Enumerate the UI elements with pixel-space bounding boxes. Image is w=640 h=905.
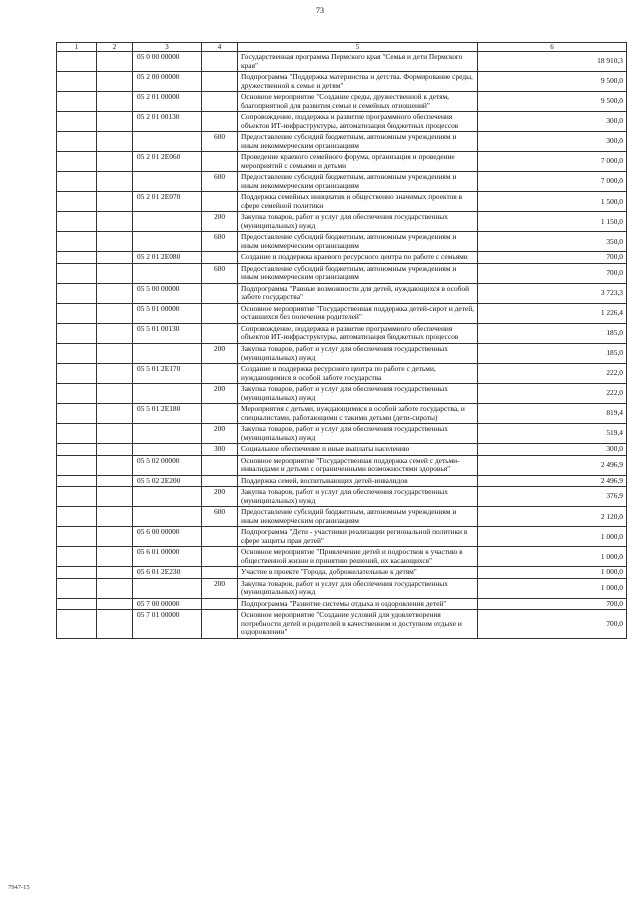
cell-expense-type: 200 <box>202 344 238 364</box>
cell-description: Предоставление субсидий бюджетным, автономным учреждениям и иным некоммерческим организациям <box>238 172 478 192</box>
cell-expense-type <box>202 364 238 384</box>
cell-amount: 700,0 <box>478 252 627 264</box>
table-row <box>57 527 627 547</box>
cell-description: Предоставление субсидий бюджетным, автономным учреждениям и иным некоммерческим организациям <box>238 263 478 283</box>
cell-amount: 819,4 <box>478 404 627 424</box>
cell-col-2 <box>97 283 133 303</box>
cell-col-2 <box>97 212 133 232</box>
cell-col-1 <box>57 303 97 323</box>
cell-description: Закупка товаров, работ и услуг для обеспечения государственных (муниципальных) нужд <box>238 344 478 364</box>
cell-col-2 <box>97 72 133 92</box>
table-row <box>57 364 627 384</box>
cell-description: Подпрограмма "Равные возможности для детей, нуждающихся в особой заботе государства" <box>238 283 478 303</box>
cell-expense-type <box>202 567 238 579</box>
cell-col-1 <box>57 527 97 547</box>
header-col-3: 3 <box>133 43 202 52</box>
cell-col-2 <box>97 547 133 567</box>
cell-code <box>133 232 202 252</box>
cell-expense-type <box>202 547 238 567</box>
header-col-6: 6 <box>478 43 627 52</box>
cell-expense-type <box>202 112 238 132</box>
table-row <box>57 212 627 232</box>
cell-expense-type <box>202 52 238 72</box>
cell-code: 05 2 01 00000 <box>133 92 202 112</box>
cell-code: 05 7 00 00000 <box>133 598 202 610</box>
cell-amount: 1 226,4 <box>478 303 627 323</box>
table-row <box>57 323 627 343</box>
cell-amount: 7 000,0 <box>478 152 627 172</box>
cell-col-1 <box>57 323 97 343</box>
cell-col-2 <box>97 263 133 283</box>
cell-col-2 <box>97 52 133 72</box>
cell-col-1 <box>57 475 97 487</box>
cell-code <box>133 132 202 152</box>
cell-expense-type: 300 <box>202 444 238 456</box>
cell-amount: 1 150,0 <box>478 212 627 232</box>
cell-col-1 <box>57 252 97 264</box>
cell-code: 05 2 00 00000 <box>133 72 202 92</box>
cell-code <box>133 424 202 444</box>
table-row <box>57 384 627 404</box>
cell-amount: 2 496,9 <box>478 455 627 475</box>
cell-code <box>133 444 202 456</box>
cell-col-1 <box>57 212 97 232</box>
table-row <box>57 424 627 444</box>
header-col-4: 4 <box>202 43 238 52</box>
cell-col-2 <box>97 344 133 364</box>
cell-col-1 <box>57 547 97 567</box>
cell-description: Основное мероприятие "Создание условий для удовлетворения потребности детей и родителей в качественном и доступном отдыхе и оздоровлении" <box>238 610 478 639</box>
cell-col-1 <box>57 112 97 132</box>
cell-amount: 350,0 <box>478 232 627 252</box>
cell-expense-type: 200 <box>202 424 238 444</box>
cell-description: Закупка товаров, работ и услуг для обеспечения государственных (муниципальных) нужд <box>238 578 478 598</box>
cell-expense-type <box>202 323 238 343</box>
cell-col-2 <box>97 132 133 152</box>
cell-amount: 2 120,0 <box>478 507 627 527</box>
table-row <box>57 444 627 456</box>
cell-code <box>133 263 202 283</box>
budget-table-body <box>57 43 627 639</box>
table-row <box>57 132 627 152</box>
table-row <box>57 344 627 364</box>
cell-col-1 <box>57 384 97 404</box>
cell-description: Основное мероприятие "Создание среды, дружественной к детям, благоприятной для развития семьи и семейных отношений" <box>238 92 478 112</box>
cell-amount: 185,0 <box>478 344 627 364</box>
table-row <box>57 487 627 507</box>
cell-col-2 <box>97 152 133 172</box>
cell-expense-type: 600 <box>202 172 238 192</box>
table-row <box>57 72 627 92</box>
cell-code: 05 2 01 2E070 <box>133 192 202 212</box>
cell-amount: 9 500,0 <box>478 72 627 92</box>
cell-amount: 300,0 <box>478 444 627 456</box>
cell-col-2 <box>97 192 133 212</box>
cell-col-2 <box>97 475 133 487</box>
cell-code: 05 5 01 00130 <box>133 323 202 343</box>
table-row <box>57 252 627 264</box>
cell-description: Социальное обеспечение и иные выплаты населению <box>238 444 478 456</box>
table-row <box>57 112 627 132</box>
cell-description: Основное мероприятие "Государственная поддержка семей с детьми-инвалидами и детьми с ограниченными возможностями здоровья" <box>238 455 478 475</box>
cell-code: 05 6 01 2E230 <box>133 567 202 579</box>
cell-code: 05 5 02 00000 <box>133 455 202 475</box>
cell-amount: 18 910,3 <box>478 52 627 72</box>
table-row <box>57 52 627 72</box>
budget-table <box>56 42 627 639</box>
cell-col-1 <box>57 507 97 527</box>
table-row <box>57 172 627 192</box>
cell-expense-type <box>202 455 238 475</box>
cell-col-2 <box>97 303 133 323</box>
cell-description: Подпрограмма "Развитие системы отдыха и оздоровления детей" <box>238 598 478 610</box>
cell-description: Сопровождение, поддержка и развитие программного обеспечения объектов ИТ-инфраструктуры, автоматизация бюджетных процессов <box>238 112 478 132</box>
table-row <box>57 404 627 424</box>
table-row <box>57 152 627 172</box>
cell-expense-type: 600 <box>202 507 238 527</box>
cell-expense-type <box>202 72 238 92</box>
cell-col-1 <box>57 92 97 112</box>
cell-col-1 <box>57 192 97 212</box>
cell-expense-type <box>202 610 238 639</box>
table-row <box>57 283 627 303</box>
cell-expense-type: 600 <box>202 232 238 252</box>
cell-expense-type <box>202 252 238 264</box>
cell-col-1 <box>57 52 97 72</box>
cell-code <box>133 487 202 507</box>
page-number: 73 <box>316 6 324 15</box>
cell-col-1 <box>57 344 97 364</box>
cell-code <box>133 344 202 364</box>
cell-amount: 700,0 <box>478 610 627 639</box>
cell-description: Государственная программа Пермского края "Семья и дети Пермского края" <box>238 52 478 72</box>
cell-col-1 <box>57 578 97 598</box>
table-row <box>57 92 627 112</box>
cell-amount: 222,0 <box>478 384 627 404</box>
cell-expense-type: 200 <box>202 212 238 232</box>
table-row <box>57 547 627 567</box>
cell-expense-type <box>202 92 238 112</box>
cell-description: Закупка товаров, работ и услуг для обеспечения государственных (муниципальных) нужд <box>238 212 478 232</box>
cell-col-1 <box>57 364 97 384</box>
cell-expense-type <box>202 192 238 212</box>
cell-expense-type <box>202 404 238 424</box>
cell-amount: 1 000,0 <box>478 527 627 547</box>
cell-col-2 <box>97 252 133 264</box>
footer-doc-code: 7947-15 <box>8 884 30 891</box>
cell-code <box>133 507 202 527</box>
cell-code: 05 5 01 2E170 <box>133 364 202 384</box>
table-row <box>57 567 627 579</box>
cell-amount: 2 496,9 <box>478 475 627 487</box>
cell-col-2 <box>97 567 133 579</box>
cell-col-2 <box>97 610 133 639</box>
table-row <box>57 610 627 639</box>
header-col-1: 1 <box>57 43 97 52</box>
cell-expense-type <box>202 283 238 303</box>
cell-expense-type <box>202 303 238 323</box>
cell-description: Подпрограмма "Поддержка материнства и детства. Формирование среды, дружественной к семье и детям" <box>238 72 478 92</box>
cell-amount: 1 000,0 <box>478 567 627 579</box>
cell-col-1 <box>57 232 97 252</box>
cell-description: Закупка товаров, работ и услуг для обеспечения государственных (муниципальных) нужд <box>238 384 478 404</box>
cell-col-2 <box>97 444 133 456</box>
cell-amount: 376,9 <box>478 487 627 507</box>
cell-code: 05 5 01 2E180 <box>133 404 202 424</box>
cell-col-1 <box>57 152 97 172</box>
cell-code <box>133 212 202 232</box>
cell-col-1 <box>57 487 97 507</box>
cell-expense-type <box>202 527 238 547</box>
cell-description: Поддержка семейных инициатив и общественно значимых проектов в сфере семейной политики <box>238 192 478 212</box>
cell-expense-type <box>202 152 238 172</box>
cell-col-2 <box>97 487 133 507</box>
cell-description: Создание и поддержка краевого ресурсного центра по работе с семьями <box>238 252 478 264</box>
cell-col-2 <box>97 112 133 132</box>
cell-col-1 <box>57 132 97 152</box>
cell-code: 05 5 01 00000 <box>133 303 202 323</box>
table-row <box>57 475 627 487</box>
cell-amount: 1 500,0 <box>478 192 627 212</box>
cell-col-1 <box>57 598 97 610</box>
cell-description: Предоставление субсидий бюджетным, автономным учреждениям и иным некоммерческим организациям <box>238 232 478 252</box>
cell-description: Основное мероприятие "Привлечение детей и подростков к участию в общественной жизни и принятию решений, их касающихся" <box>238 547 478 567</box>
cell-expense-type: 200 <box>202 487 238 507</box>
cell-amount: 222,0 <box>478 364 627 384</box>
cell-expense-type <box>202 598 238 610</box>
cell-description: Проведение краевого семейного форума, организация и проведение мероприятий с семьями и детьми <box>238 152 478 172</box>
cell-amount: 1 000,0 <box>478 578 627 598</box>
cell-amount: 3 723,3 <box>478 283 627 303</box>
cell-amount: 300,0 <box>478 132 627 152</box>
cell-col-1 <box>57 610 97 639</box>
cell-col-2 <box>97 323 133 343</box>
cell-code <box>133 578 202 598</box>
cell-code: 05 0 00 00000 <box>133 52 202 72</box>
cell-col-2 <box>97 507 133 527</box>
cell-description: Поддержка семей, воспитывающих детей-инвалидов <box>238 475 478 487</box>
cell-col-2 <box>97 527 133 547</box>
cell-code: 05 5 00 00000 <box>133 283 202 303</box>
cell-col-2 <box>97 424 133 444</box>
cell-description: Основное мероприятие "Государственная поддержка детей-сирот и детей, оставшихся без попечения родителей" <box>238 303 478 323</box>
cell-col-2 <box>97 598 133 610</box>
cell-amount: 300,0 <box>478 112 627 132</box>
cell-amount: 9 500,0 <box>478 92 627 112</box>
cell-expense-type: 600 <box>202 132 238 152</box>
cell-col-2 <box>97 404 133 424</box>
table-row <box>57 598 627 610</box>
cell-code: 05 7 01 00000 <box>133 610 202 639</box>
cell-amount: 519,4 <box>478 424 627 444</box>
cell-description: Закупка товаров, работ и услуг для обеспечения государственных (муниципальных) нужд <box>238 487 478 507</box>
cell-description: Предоставление субсидий бюджетным, автономным учреждениям и иным некоммерческим организациям <box>238 507 478 527</box>
cell-col-1 <box>57 283 97 303</box>
cell-code: 05 5 02 2E200 <box>133 475 202 487</box>
cell-col-2 <box>97 92 133 112</box>
cell-code: 05 2 01 2E060 <box>133 152 202 172</box>
cell-col-2 <box>97 455 133 475</box>
cell-code <box>133 384 202 404</box>
cell-col-1 <box>57 444 97 456</box>
cell-expense-type: 600 <box>202 263 238 283</box>
cell-description: Мероприятия с детьми, нуждающимися в особой заботе государства, и специалистами, работающими с такими детьми (дети-сироты) <box>238 404 478 424</box>
cell-amount: 7 000,0 <box>478 172 627 192</box>
cell-description: Предоставление субсидий бюджетным, автономным учреждениям и иным некоммерческим организациям <box>238 132 478 152</box>
table-row <box>57 578 627 598</box>
cell-col-2 <box>97 172 133 192</box>
cell-col-1 <box>57 567 97 579</box>
cell-code <box>133 172 202 192</box>
table-row <box>57 455 627 475</box>
table-row <box>57 192 627 212</box>
cell-col-1 <box>57 424 97 444</box>
cell-description: Сопровождение, поддержка и развитие программного обеспечения объектов ИТ-инфраструктуры, автоматизация бюджетных процессов <box>238 323 478 343</box>
table-row <box>57 263 627 283</box>
cell-code: 05 2 01 2E080 <box>133 252 202 264</box>
cell-amount: 700,0 <box>478 598 627 610</box>
table-row <box>57 507 627 527</box>
table-header-row <box>57 43 627 52</box>
cell-col-2 <box>97 384 133 404</box>
cell-col-1 <box>57 72 97 92</box>
cell-amount: 1 000,0 <box>478 547 627 567</box>
table-row <box>57 232 627 252</box>
cell-description: Подпрограмма "Дети - участники реализации региональной политики в сфере защиты прав детей" <box>238 527 478 547</box>
cell-col-2 <box>97 232 133 252</box>
cell-amount: 185,0 <box>478 323 627 343</box>
cell-col-1 <box>57 172 97 192</box>
cell-col-2 <box>97 364 133 384</box>
cell-description: Создание и поддержка ресурсного центра по работе с детьми, нуждающимися в особой заботе государства <box>238 364 478 384</box>
cell-description: Участие в проекте "Города, доброжелательные к детям" <box>238 567 478 579</box>
header-col-2: 2 <box>97 43 133 52</box>
cell-col-1 <box>57 263 97 283</box>
cell-col-1 <box>57 404 97 424</box>
cell-col-2 <box>97 578 133 598</box>
cell-expense-type: 200 <box>202 578 238 598</box>
cell-code: 05 2 01 00130 <box>133 112 202 132</box>
cell-expense-type <box>202 475 238 487</box>
cell-code: 05 6 00 00000 <box>133 527 202 547</box>
cell-amount: 700,0 <box>478 263 627 283</box>
header-col-5: 5 <box>238 43 478 52</box>
table-row <box>57 303 627 323</box>
cell-expense-type: 200 <box>202 384 238 404</box>
cell-col-1 <box>57 455 97 475</box>
cell-description: Закупка товаров, работ и услуг для обеспечения государственных (муниципальных) нужд <box>238 424 478 444</box>
cell-code: 05 6 01 00000 <box>133 547 202 567</box>
